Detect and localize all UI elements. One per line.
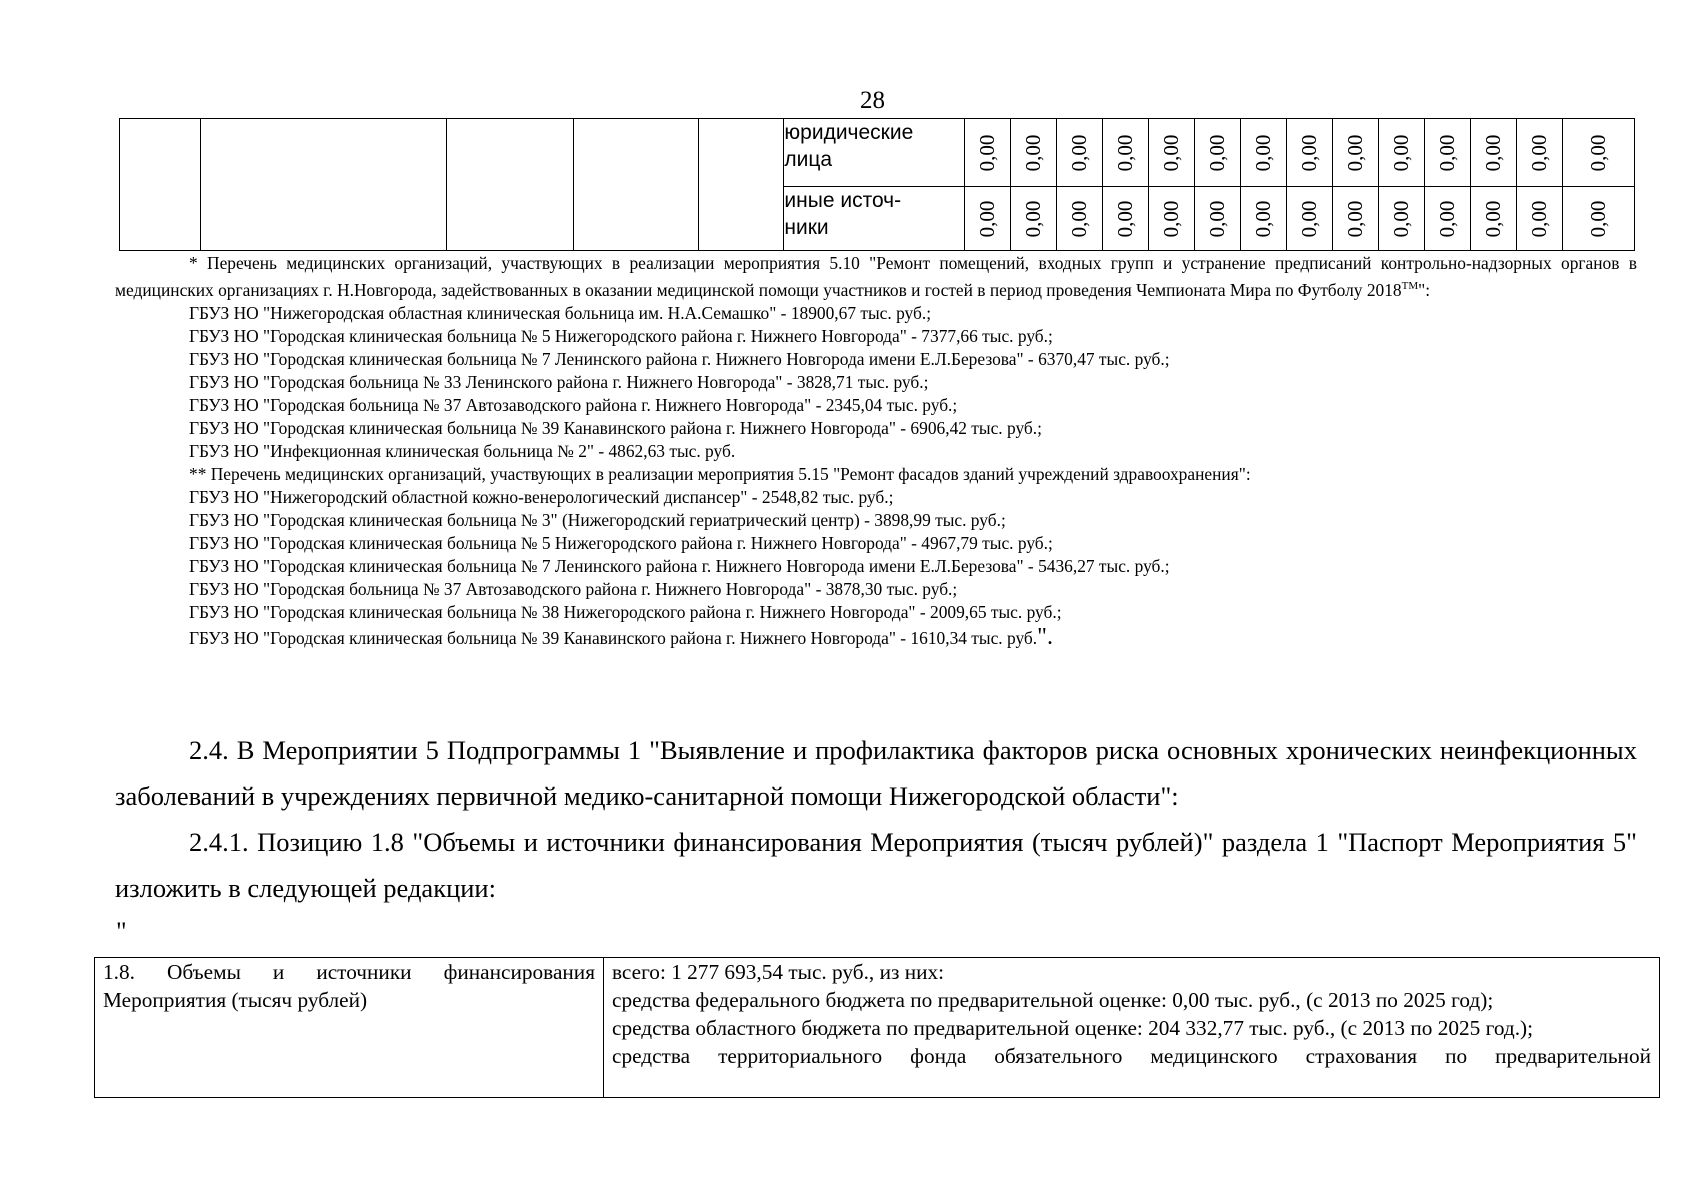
source-label-line: иные источ- [784, 189, 902, 212]
value-cell [1424, 119, 1470, 187]
value-cell [1424, 187, 1470, 251]
value-text: 0,00 [1586, 134, 1611, 171]
value-cell [1010, 187, 1056, 251]
value-cell [1148, 119, 1194, 187]
value-text: 0,00 [1251, 200, 1276, 237]
trademark-sign: TM [1401, 280, 1419, 292]
passport-label-line: Мероприятия (тысяч рублей) [103, 988, 368, 1012]
value-cell [1562, 187, 1634, 251]
value-text: 0,00 [1343, 134, 1368, 171]
value-text: 0,00 [1297, 200, 1322, 237]
empty-cell [699, 119, 784, 251]
financing-table [119, 118, 1635, 251]
footnote-intro-text: * Перечень медицинских организаций, участвующих в реализации мероприятия 5.10 "Ремонт помещений, входных групп и устранение предписаний контрольно-надзорных органов в медицинских организациях г. Н.Новгорода, задействованных в оказании медицинской помощи участников и гостей в период проведения Чемпионата Мира по Футболу 2018 [115, 253, 1637, 300]
value-text: 0,00 [1067, 134, 1092, 171]
passport-label-cell [95, 958, 604, 1098]
value-text: 0,00 [1159, 134, 1184, 171]
footnote-list-item-text: ГБУЗ НО "Городская клиническая больница № 39 Канавинского района г. Нижнего Новгорода" - 1610,34 тыс. руб. [189, 627, 1038, 648]
value-cell [1286, 119, 1332, 187]
value-text: 0,00 [1527, 134, 1552, 171]
value-text: 0,00 [975, 200, 1000, 237]
value-cell [1102, 187, 1148, 251]
empty-cell [201, 119, 447, 251]
footnote-list-item: ГБУЗ НО "Инфекционная клиническая больница № 2" - 4862,63 тыс. руб. [189, 440, 736, 461]
value-text: 0,00 [1481, 200, 1506, 237]
passport-value-line: средства территориального фонда обязательного медицинского страхования по предварительной [612, 1044, 1651, 1068]
opening-quote: " [116, 917, 127, 946]
empty-cell [447, 119, 574, 251]
empty-cell [120, 119, 201, 251]
value-cell [1378, 187, 1424, 251]
financing-row-legal-entities [120, 119, 1635, 187]
passport-row-1-8 [95, 958, 1660, 1098]
value-text: 0,00 [1113, 134, 1138, 171]
value-cell [1148, 187, 1194, 251]
value-text: 0,00 [1343, 200, 1368, 237]
value-text: 0,00 [1021, 134, 1046, 171]
value-cell [964, 187, 1010, 251]
value-text: 0,00 [1113, 200, 1138, 237]
passport-label-line: 1.8. Объемы и источники финансирования [103, 960, 595, 984]
footnote-list-item: ГБУЗ НО "Городская клиническая больница № 7 Ленинского района г. Нижнего Новгорода имени Е.Л.Березова" - 5436,27 тыс. руб.; [189, 555, 1170, 576]
value-text: 0,00 [1435, 134, 1460, 171]
value-text: 0,00 [1527, 200, 1552, 237]
value-cell [964, 119, 1010, 187]
footnote-list-item: ГБУЗ НО "Городская клиническая больница № 7 Ленинского района г. Нижнего Новгорода имени Е.Л.Березова" - 6370,47 тыс. руб.; [189, 348, 1170, 369]
value-cell [1332, 119, 1378, 187]
footnote-list-item: ГБУЗ НО "Городская клиническая больница № 3" (Нижегородский гериатрический центр) - 3898,99 тыс. руб.; [189, 509, 1006, 530]
value-text: 0,00 [1067, 200, 1092, 237]
footnote-intro-2: ** Перечень медицинских организаций, участвующих в реализации мероприятия 5.15 "Ремонт фасадов зданий учреждений здравоохранения": [189, 463, 1251, 484]
value-cell [1194, 119, 1240, 187]
passport-value-line: всего: 1 277 693,54 тыс. руб., из них: [612, 960, 945, 984]
value-text: 0,00 [1389, 134, 1414, 171]
passport-value-line: средства областного бюджета по предварительной оценке: 204 332,77 тыс. руб., (с 2013 по 2025 год.); [612, 1016, 1534, 1040]
value-text: 0,00 [1586, 200, 1611, 237]
footnote-list-item: ГБУЗ НО "Нижегородская областная клиническая больница им. Н.А.Семашко" - 18900,67 тыс. руб.; [189, 302, 932, 323]
page-number: 28 [860, 87, 885, 114]
paragraph-2-4-1: 2.4.1. Позицию 1.8 "Объемы и источники финансирования Мероприятия (тысяч рублей)" раздела 1 "Паспорт Мероприятия 5" изложить в следующей редакции: [115, 827, 1637, 903]
footnote-list-item-last [115, 623, 1637, 650]
value-cell [1056, 187, 1102, 251]
value-cell [1378, 119, 1424, 187]
value-text: 0,00 [1251, 134, 1276, 171]
footnote-list-item: ГБУЗ НО "Городская клиническая больница № 38 Нижегородского района г. Нижнего Новгорода" - 2009,65 тыс. руб.; [189, 601, 1062, 622]
value-cell [1516, 187, 1562, 251]
footnote-list-item: ГБУЗ НО "Городская клиническая больница № 5 Нижегородского района г. Нижнего Новгорода" - 7377,66 тыс. руб.; [189, 325, 1053, 346]
footnotes [115, 252, 1637, 650]
closing-quote: ". [1037, 623, 1053, 650]
value-cell [1470, 119, 1516, 187]
source-label [784, 187, 964, 251]
value-cell [1056, 119, 1102, 187]
value-cell [1102, 119, 1148, 187]
value-cell [1240, 187, 1286, 251]
footnote-list-item: ГБУЗ НО "Городская больница № 37 Автозаводского района г. Нижнего Новгорода" - 3878,30 тыс. руб.; [189, 578, 958, 599]
source-label-line: лица [784, 148, 833, 171]
value-text: 0,00 [1159, 200, 1184, 237]
value-cell [1516, 119, 1562, 187]
value-cell [1010, 119, 1056, 187]
value-cell [1332, 187, 1378, 251]
value-text: 0,00 [1435, 200, 1460, 237]
footnote-list-item: ГБУЗ НО "Городская клиническая больница № 39 Канавинского района г. Нижнего Новгорода" - 6906,42 тыс. руб.; [189, 417, 1042, 438]
value-text: 0,00 [1205, 200, 1230, 237]
value-text: 0,00 [1481, 134, 1506, 171]
passport-table [94, 957, 1660, 1098]
value-cell [1286, 187, 1332, 251]
value-cell [1240, 119, 1286, 187]
value-cell [1470, 187, 1516, 251]
value-text: 0,00 [1389, 200, 1414, 237]
passport-value-line: средства федерального бюджета по предварительной оценке: 0,00 тыс. руб., (с 2013 по 2025 год); [612, 988, 1494, 1012]
footnote-list-item: ГБУЗ НО "Городская больница № 37 Автозаводского района г. Нижнего Новгорода" - 2345,04 тыс. руб.; [189, 394, 958, 415]
footnote-intro-tail: ": [1418, 279, 1431, 300]
footnote-list-item: ГБУЗ НО "Городская клиническая больница № 5 Нижегородского района г. Нижнего Новгорода" - 4967,79 тыс. руб.; [189, 532, 1053, 553]
passport-value-cell [604, 958, 1660, 1098]
value-text: 0,00 [975, 134, 1000, 171]
value-cell [1194, 187, 1240, 251]
footnote-list-item: ГБУЗ НО "Городская больница № 33 Ленинского района г. Нижнего Новгорода" - 3828,71 тыс. руб.; [189, 371, 929, 392]
paragraph-2-4: 2.4. В Мероприятии 5 Подпрограммы 1 "Выявление и профилактика факторов риска основных хронических неинфекционных заболеваний в учреждениях первичной медико-санитарной помощи Нижегородской области": [115, 735, 1637, 811]
empty-cell [574, 119, 699, 251]
body-text [115, 727, 1637, 911]
source-label-line: юридические [784, 121, 914, 144]
value-cell [1562, 119, 1634, 187]
value-text: 0,00 [1021, 200, 1046, 237]
footnote-intro [115, 252, 1637, 302]
source-label [784, 119, 964, 187]
source-label-line: ники [784, 216, 829, 239]
footnote-list-item: ГБУЗ НО "Нижегородский областной кожно-венерологический диспансер" - 2548,82 тыс. руб.; [189, 486, 894, 507]
value-text: 0,00 [1297, 134, 1322, 171]
value-text: 0,00 [1205, 134, 1230, 171]
